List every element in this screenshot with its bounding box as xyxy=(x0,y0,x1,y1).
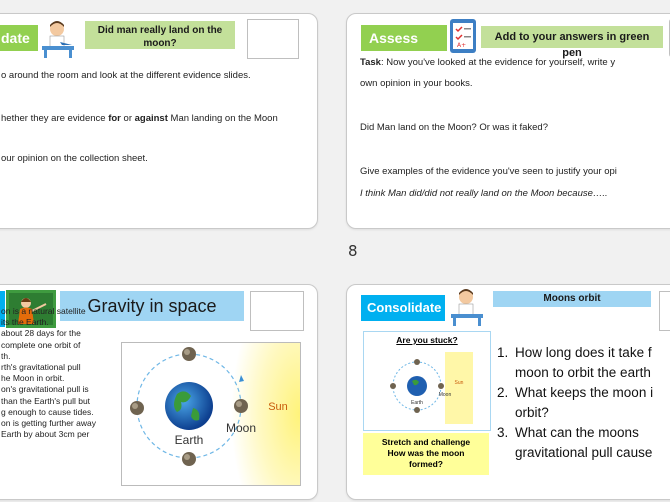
stretch-question: How was the moon formed? xyxy=(387,448,465,469)
question-2: 2. What keeps the moon i orbit? xyxy=(497,385,654,420)
instruction-1: o around the room and look at the different evidence slides. xyxy=(1,70,251,81)
svg-text:A+: A+ xyxy=(457,42,467,49)
sun-label: Sun xyxy=(268,401,288,413)
mini-orbit-diagram xyxy=(383,352,473,424)
orbit-diagram xyxy=(121,342,301,486)
fact-line: g enough to cause tides. xyxy=(1,406,94,417)
slide-assess[interactable] xyxy=(346,13,670,229)
fact-line: on's gravitational pull is xyxy=(1,384,89,395)
slide-gravity[interactable] xyxy=(0,284,318,500)
fact-line: th. xyxy=(1,350,11,361)
moon-label: Moon xyxy=(225,421,257,435)
instruction-3: our opinion on the collection sheet. xyxy=(1,153,148,164)
lesson-question-box: Did man really land on the moon? xyxy=(85,21,235,49)
earth-label: Earth xyxy=(174,433,204,447)
fact-line: its the Earth. xyxy=(1,317,49,328)
question-list xyxy=(497,343,653,463)
teacher-desk-icon xyxy=(38,19,78,59)
fact-line: rth's gravitational pull xyxy=(1,362,81,373)
examples-text: Give examples of the evidence you've seen to justify your opi xyxy=(360,166,617,177)
question-text: Did Man land on the Moon? Or was it faked? xyxy=(360,122,548,133)
fact-line: about 28 days for the xyxy=(1,328,81,339)
earth-globe xyxy=(165,382,213,430)
slide-title: Gravity in space xyxy=(60,291,244,321)
task-text-2: own opinion in your books. xyxy=(360,78,473,89)
test-paper-icon xyxy=(449,18,477,54)
hint-panel xyxy=(363,331,491,431)
sun-glow xyxy=(231,343,300,485)
page-number: 8 xyxy=(348,242,358,260)
green-pen-header: Add to your answers in green pen xyxy=(481,26,663,48)
slide-consolidate[interactable] xyxy=(346,284,670,500)
slide-evidence[interactable] xyxy=(0,13,318,229)
blank-box xyxy=(250,291,304,331)
fact-line: on is a natural satellite xyxy=(1,306,86,316)
fact-line: on is getting further away xyxy=(1,418,96,429)
fact-line: Earth by about 3cm per xyxy=(1,429,90,440)
teacher-desk-icon xyxy=(447,287,487,327)
question-1: 1. How long does it take f moon to orbit the earth xyxy=(497,345,652,380)
fact-line: than the Earth's pull but xyxy=(1,395,91,406)
consolidate-tag: Consolidate xyxy=(361,295,445,321)
instruction-2: hether they are evidence for or against Man landing on the Moon xyxy=(1,113,278,124)
blank-box xyxy=(659,291,670,331)
stretch-label: Stretch and challenge xyxy=(381,437,471,447)
mini-moon-label: Moon xyxy=(438,392,452,398)
fact-line: he Moon in orbit. xyxy=(1,373,65,384)
mini-sun-label: Sun xyxy=(454,380,464,386)
task-text: Task: Now you've looked at the evidence for yourself, write y xyxy=(360,57,616,68)
assess-tag: Assess xyxy=(361,25,447,51)
stuck-label: Are you stuck? xyxy=(396,335,458,345)
stretch-challenge-box xyxy=(363,433,489,475)
sentence-starter: I think Man did/did not really land on the Moon because….. xyxy=(360,188,608,199)
mini-earth-label: Earth xyxy=(411,400,423,406)
fact-line: complete one orbit of xyxy=(1,339,81,350)
blank-box xyxy=(247,19,299,59)
moons-orbit-header: Moons orbit xyxy=(493,291,651,307)
question-3: 3. What can the moons gravitational pull cause xyxy=(497,425,653,460)
date-tag: date xyxy=(0,25,38,51)
